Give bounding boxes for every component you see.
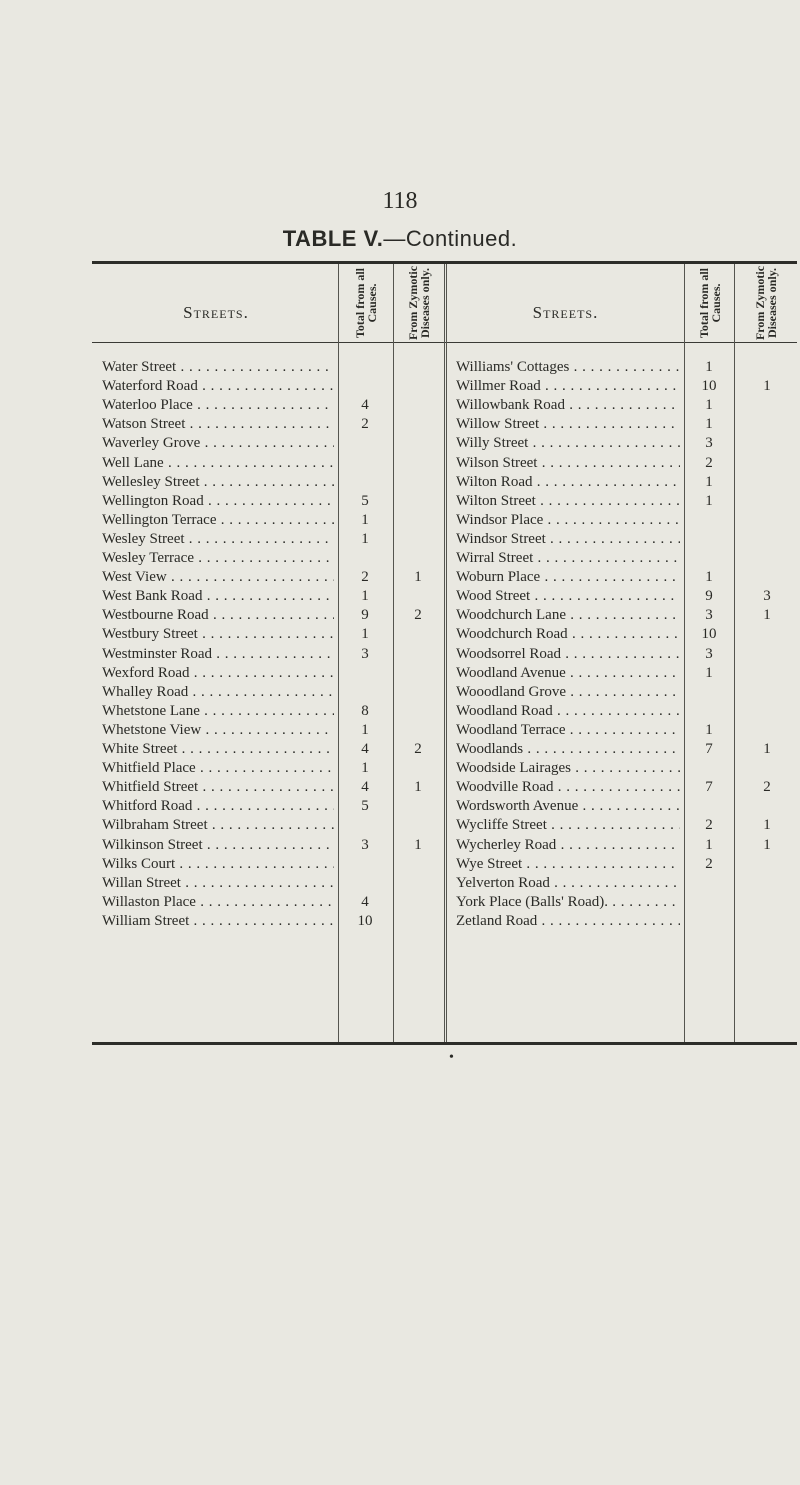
table-row-right <box>92 836 797 854</box>
total-deaths-value: 10 <box>701 378 717 395</box>
ink-speck: • <box>449 1050 454 1065</box>
street-name: Willaston Place . . . <box>102 893 334 911</box>
street-name: Willmer Road . . . <box>456 377 680 395</box>
total-deaths-value: 10 <box>701 626 717 643</box>
header-total-left <box>339 264 393 342</box>
street-name: Wilton Road . . . <box>456 473 680 491</box>
total-deaths-value: 2 <box>361 416 369 433</box>
total-deaths-value: 10 <box>357 912 373 929</box>
total-deaths-value: 1 <box>361 530 369 547</box>
total-deaths-value: 1 <box>705 569 713 586</box>
table-row-right <box>92 625 797 643</box>
street-name: Westbury Street . . . <box>102 625 334 643</box>
street-name: Woodchurch Road . . . <box>456 625 680 643</box>
total-deaths-value: 1 <box>705 664 713 681</box>
street-name: Woodsorrel Road . . . <box>456 645 680 663</box>
street-name: Wexford Road . . . <box>102 664 334 682</box>
total-deaths-value: 1 <box>705 359 713 375</box>
street-name: Woodland Road . . . <box>456 702 680 720</box>
street-name: Waverley Grove . . . <box>102 434 334 452</box>
total-deaths-value: 4 <box>361 397 369 414</box>
zymotic-deaths-value: 2 <box>414 607 422 624</box>
table-row-right <box>92 568 797 586</box>
table-row-right <box>92 797 797 815</box>
street-name: Water Street . . . <box>102 358 334 376</box>
street-name: Wilkinson Street . . . <box>102 836 334 854</box>
street-name: William Street . . . <box>102 912 334 930</box>
total-deaths-value: 1 <box>705 416 713 433</box>
table-title <box>0 226 800 252</box>
street-name: Willy Street . . . <box>456 434 680 452</box>
street-name: Woodville Road . . . <box>456 778 680 796</box>
total-deaths-value: 9 <box>705 588 713 605</box>
total-deaths-value: 1 <box>705 721 713 738</box>
table-row-right <box>92 415 797 433</box>
street-name: Wood Street . . . <box>456 587 680 605</box>
table-row-right <box>92 473 797 491</box>
street-name: Waterford Road . . . <box>102 377 334 395</box>
total-deaths-value: 1 <box>705 397 713 414</box>
street-name: Wilbraham Street . . . <box>102 816 334 834</box>
table-row-right <box>92 874 797 892</box>
street-name: Windsor Street . . . <box>456 530 680 548</box>
street-name: Whalley Road . . . <box>102 683 334 701</box>
total-deaths-value: 3 <box>705 645 713 662</box>
street-name: Whitfield Street . . . <box>102 778 334 796</box>
street-name: Westminster Road . . . <box>102 645 334 663</box>
street-name: York Place (Balls' Road). . . . <box>456 893 680 911</box>
zymotic-deaths-value: 1 <box>414 779 422 796</box>
street-name: Wesley Street . . . <box>102 530 334 548</box>
zymotic-deaths-value: 2 <box>763 779 771 796</box>
table-row-right <box>92 492 797 510</box>
total-deaths-value: 1 <box>361 511 369 528</box>
street-name: Wesley Terrace . . . <box>102 549 334 567</box>
total-deaths-value: 3 <box>361 645 369 662</box>
total-deaths-value: 7 <box>705 779 713 796</box>
total-deaths-value: 2 <box>705 855 713 872</box>
zymotic-deaths-value: 1 <box>763 836 771 853</box>
zymotic-deaths-value: 1 <box>414 836 422 853</box>
table-row-right <box>92 358 797 376</box>
streets-table <box>92 261 797 1045</box>
street-name: Willowbank Road . . . <box>456 396 680 414</box>
street-name: Wooodland Grove . . . <box>456 683 680 701</box>
total-deaths-value: 2 <box>705 454 713 471</box>
street-name: Yelverton Road . . . <box>456 874 680 892</box>
table-row-right <box>92 606 797 624</box>
total-deaths-value: 8 <box>361 702 369 719</box>
table-row-right <box>92 702 797 720</box>
total-deaths-value: 1 <box>705 836 713 853</box>
street-name: Woburn Place . . . <box>456 568 680 586</box>
street-name: Zetland Road . . . <box>456 912 680 930</box>
header-streets-right: Streets. <box>532 303 599 322</box>
street-name: Well Lane . . . <box>102 454 334 472</box>
street-name: Woodland Avenue . . . <box>456 664 680 682</box>
table-row-right <box>92 549 797 567</box>
street-name: Willan Street . . . <box>102 874 334 892</box>
street-name: Wellesley Street . . . <box>102 473 334 491</box>
table-row-right <box>92 511 797 529</box>
street-name: Wycherley Road . . . <box>456 836 680 854</box>
street-name: Whetstone Lane . . . <box>102 702 334 720</box>
header-zymotic-right-text: From Zymotic Diseases only. <box>753 265 779 341</box>
total-deaths-value: 1 <box>361 626 369 643</box>
table-row-right <box>92 759 797 777</box>
zymotic-deaths-value: 2 <box>414 741 422 757</box>
table-row-right <box>92 530 797 548</box>
zymotic-deaths-value: 1 <box>763 741 771 757</box>
street-name: Westbourne Road . . . <box>102 606 334 624</box>
total-deaths-value: 9 <box>361 607 369 624</box>
total-deaths-value: 1 <box>361 588 369 605</box>
zymotic-deaths-value: 1 <box>763 817 771 834</box>
table-title-main: TABLE V. <box>282 226 384 251</box>
street-name: Wilks Court . . . <box>102 855 334 873</box>
total-deaths-value: 4 <box>361 741 369 757</box>
total-deaths-value: 1 <box>361 760 369 777</box>
street-name: Woodchurch Lane . . . <box>456 606 680 624</box>
total-deaths-value: 3 <box>705 607 713 624</box>
street-name: Wirral Street . . . <box>456 549 680 567</box>
table-bottom-rule <box>92 1042 797 1045</box>
table-row-right <box>92 434 797 452</box>
table-row-right <box>92 778 797 796</box>
table-title-continued: —Continued. <box>383 226 518 251</box>
table-row-right <box>92 645 797 663</box>
header-zymotic-right <box>735 264 797 342</box>
street-name: Willow Street . . . <box>456 415 680 433</box>
total-deaths-value: 3 <box>361 836 369 853</box>
header-zymotic-left <box>394 264 444 342</box>
total-deaths-value: 1 <box>361 721 369 738</box>
table-row-right <box>92 587 797 605</box>
table-row-right <box>92 855 797 873</box>
header-streets-left: Streets. <box>183 303 249 322</box>
total-deaths-value: 5 <box>361 798 369 815</box>
street-name: Williams' Cottages . . . <box>456 358 680 376</box>
total-deaths-value: 7 <box>705 741 713 757</box>
street-name: Wilson Street . . . <box>456 454 680 472</box>
street-name: Wye Street . . . <box>456 855 680 873</box>
zymotic-deaths-value: 1 <box>414 569 422 586</box>
street-name: West View . . . <box>102 568 334 586</box>
table-row-right <box>92 454 797 472</box>
street-name: Whitford Road . . . <box>102 797 334 815</box>
street-name: West Bank Road . . . <box>102 587 334 605</box>
street-name: Whitfield Place . . . <box>102 759 334 777</box>
zymotic-deaths-value: 3 <box>763 588 771 605</box>
table-row-right <box>92 721 797 739</box>
street-name: Woodland Terrace . . . <box>456 721 680 739</box>
total-deaths-value: 3 <box>705 435 713 452</box>
street-name: Watson Street . . . <box>102 415 334 433</box>
street-name: Waterloo Place . . . <box>102 396 334 414</box>
page-number: 118 <box>382 188 418 214</box>
street-name: Wellington Road . . . <box>102 492 334 510</box>
total-deaths-value: 1 <box>705 492 713 509</box>
table-row-right <box>92 664 797 682</box>
zymotic-deaths-value: 1 <box>763 378 771 395</box>
street-name: Wilton Street . . . <box>456 492 680 510</box>
zymotic-deaths-value: 1 <box>763 607 771 624</box>
street-name: Windsor Place . . . <box>456 511 680 529</box>
street-name: Wycliffe Street . . . <box>456 816 680 834</box>
street-name: Woodlands . . . <box>456 740 680 758</box>
street-name: Wordsworth Avenue . . . <box>456 797 680 815</box>
street-name: Wellington Terrace . . . <box>102 511 334 529</box>
table-row-right <box>92 893 797 911</box>
total-deaths-value: 5 <box>361 492 369 509</box>
header-total-left-text: Total from all Causes. <box>353 268 379 339</box>
total-deaths-value: 1 <box>705 473 713 490</box>
header-total-right-text: Total from all Causes. <box>696 268 723 339</box>
table-row-right <box>92 396 797 414</box>
street-name: White Street . . . <box>102 740 334 758</box>
total-deaths-value: 2 <box>361 569 369 586</box>
total-deaths-value: 2 <box>705 817 713 834</box>
table-row-right <box>92 912 797 930</box>
header-zymotic-left-text: From Zymotic Diseases only. <box>406 265 432 341</box>
street-name: Whetstone View . . . <box>102 721 334 739</box>
total-deaths-value: 4 <box>361 779 369 796</box>
table-row-right <box>92 377 797 395</box>
table-row-right <box>92 683 797 701</box>
table-row-right <box>92 740 797 758</box>
street-name: Woodside Lairages . . . <box>456 759 680 777</box>
total-deaths-value: 4 <box>361 893 369 910</box>
table-row-right <box>92 816 797 834</box>
header-total-right <box>685 264 734 342</box>
